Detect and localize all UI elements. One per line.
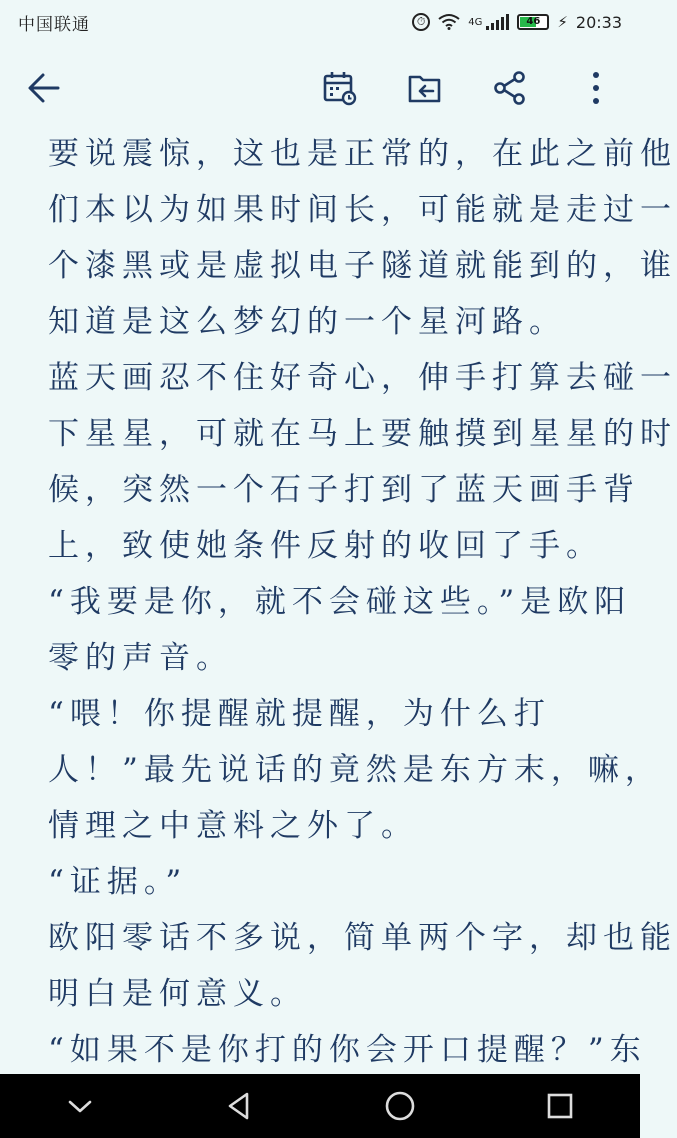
network-type: 4G — [468, 16, 483, 28]
charging-icon: ⚡ — [557, 13, 568, 31]
share-button[interactable] — [484, 62, 536, 114]
reading-schedule-button[interactable] — [313, 62, 365, 114]
collapse-nav-button[interactable] — [50, 1076, 110, 1136]
more-vertical-icon — [590, 70, 602, 106]
calendar-icon — [321, 70, 357, 106]
signal-icon — [486, 14, 509, 30]
nav-home-button[interactable] — [370, 1076, 430, 1136]
nav-recents-button[interactable] — [530, 1076, 590, 1136]
back-button[interactable] — [18, 62, 70, 114]
text-line: 要说震惊，这也是正常的，在此之前他 — [48, 136, 677, 172]
text-line: 蓝天画忍不住好奇心，伸手打算去碰一 — [48, 360, 677, 396]
battery-icon — [517, 14, 549, 30]
status-bar — [0, 0, 640, 44]
home-circle-icon — [384, 1090, 416, 1122]
more-options-button[interactable] — [570, 62, 622, 114]
text-line: 零的声音。 — [48, 640, 233, 676]
text-line: 情理之中意料之外了。 — [48, 808, 418, 844]
text-line: 个漆黑或是虚拟电子隧道就能到的，谁 — [48, 248, 677, 284]
text-line: 欧阳零话不多说，简单两个字，却也能 — [48, 920, 677, 956]
reader-toolbar — [0, 52, 640, 124]
text-line: “如果不是你打的你会开口提醒？”东 — [48, 1032, 647, 1068]
text-line: 下星星，可就在马上要触摸到星星的时 — [48, 416, 677, 452]
text-line: 人！”最先说话的竟然是东方末，嘛， — [48, 752, 662, 788]
back-triangle-icon — [225, 1091, 255, 1121]
recents-square-icon — [546, 1092, 574, 1120]
text-line: 上，致使她条件反射的收回了手。 — [48, 528, 603, 564]
folder-export-icon — [407, 70, 443, 106]
nav-back-button[interactable] — [210, 1076, 270, 1136]
system-nav-bar — [0, 1074, 640, 1138]
alarm-icon: ⏱ — [412, 13, 430, 31]
text-line: 知道是这么梦幻的一个星河路。 — [48, 304, 566, 340]
text-line: 候，突然一个石子打到了蓝天画手背 — [48, 472, 640, 508]
export-button[interactable] — [399, 62, 451, 114]
status-icons — [412, 13, 622, 32]
text-line: 们本以为如果时间长，可能就是走过一 — [48, 192, 677, 228]
text-line: “我要是你，就不会碰这些。”是欧阳 — [48, 584, 632, 620]
battery-level: 46 — [526, 16, 541, 27]
text-line: “喂！你提醒就提醒，为什么打 — [48, 696, 551, 732]
wifi-icon — [438, 14, 460, 30]
clock: 20:33 — [575, 12, 622, 32]
carrier-label: 中国联通 — [18, 14, 90, 35]
text-line: “证据。” — [48, 864, 188, 900]
collapse-chevron-icon — [66, 1096, 94, 1116]
text-line: 明白是何意义。 — [48, 976, 307, 1012]
share-icon — [492, 70, 528, 106]
chapter-text — [48, 126, 677, 1078]
back-arrow-icon — [26, 70, 62, 106]
